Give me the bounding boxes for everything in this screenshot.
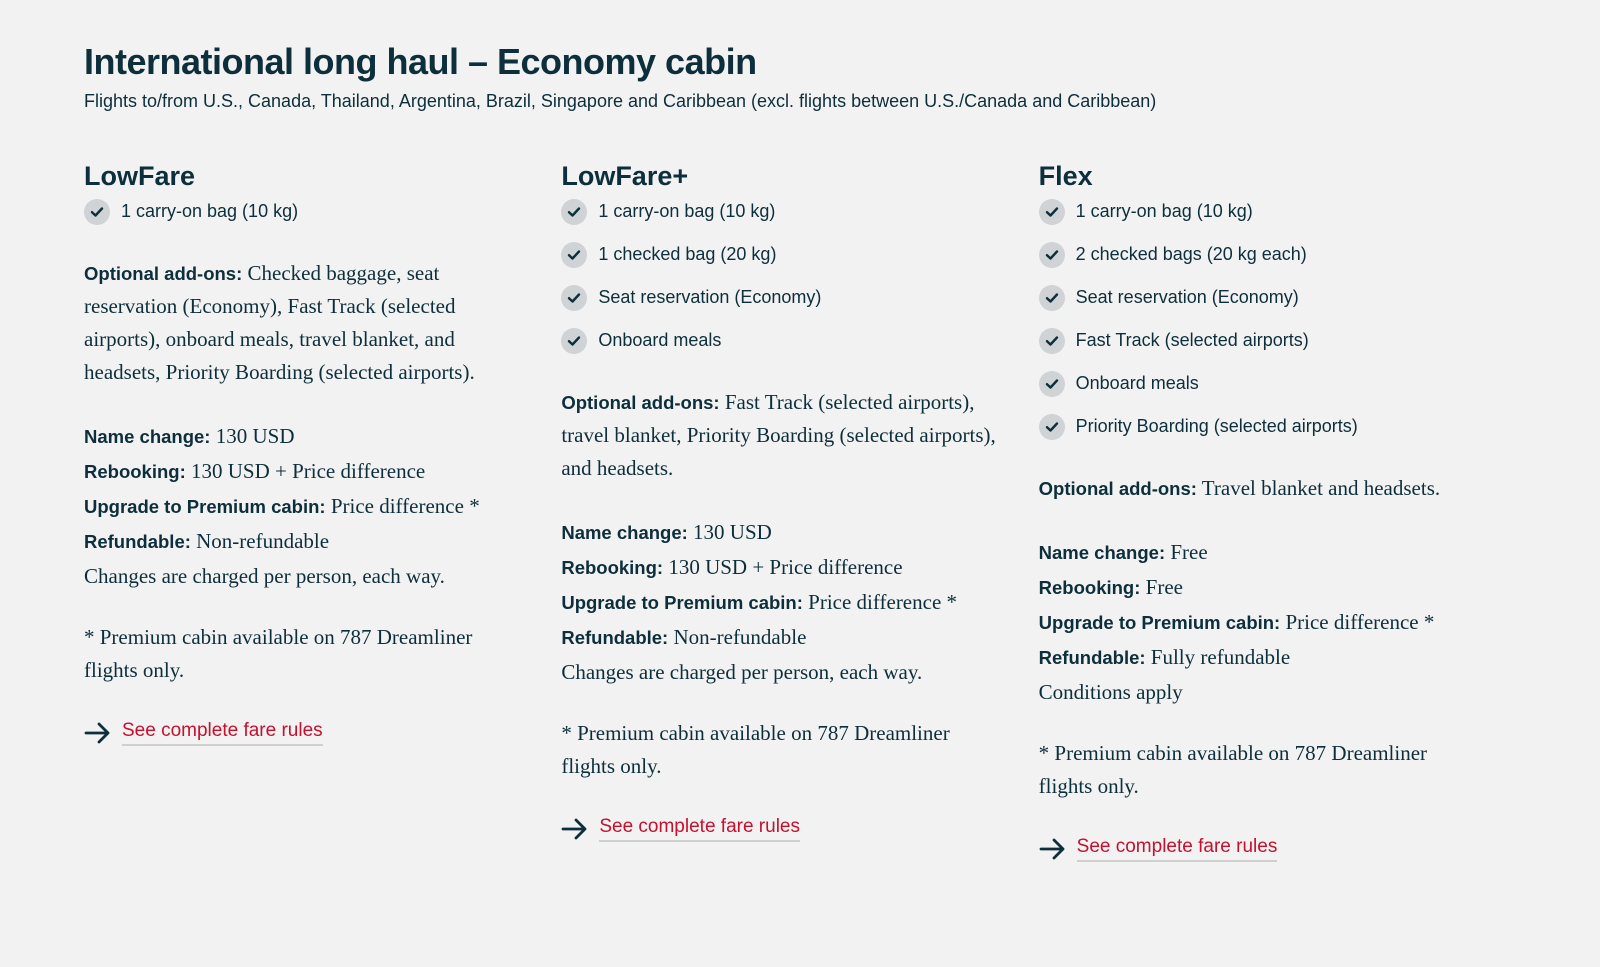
name-change-row [1039,535,1476,570]
addons-label: Optional add-ons: [561,392,720,413]
check-icon [1039,414,1065,440]
upgrade-label: Upgrade to Premium cabin: [561,592,803,613]
upgrade-row [84,489,521,524]
name-change-label: Name change: [84,426,211,447]
optional-addons [84,257,521,389]
arrow-right-icon [84,719,112,747]
see-fare-rules-link[interactable]: See complete fare rules [599,816,800,842]
rebooking-value: 130 USD + Price difference [191,459,426,483]
feature-item [561,327,998,354]
refundable-value: Fully refundable [1150,645,1291,669]
refundable-label: Refundable: [1038,647,1146,668]
rebooking-value: Free [1145,575,1183,599]
upgrade-row [1039,605,1476,640]
check-icon [561,199,587,225]
check-icon [1039,371,1065,397]
fare-rules-link-row [1039,835,1476,863]
feature-label: Priority Boarding (selected airports) [1075,416,1358,436]
upgrade-row [561,585,998,620]
fare-rules-link-row [561,815,998,843]
check-icon [1039,285,1065,311]
fare-column-lowfare-plus [561,158,1038,863]
fare-name: LowFare [84,161,196,191]
check-icon [561,328,587,354]
feature-label: Onboard meals [1075,373,1199,393]
fare-column-flex [1039,158,1516,863]
refundable-label: Refundable: [84,531,191,552]
refundable-value: Non-refundable [196,529,330,553]
feature-label: 2 checked bags (20 kg each) [1075,244,1307,264]
refundable-row [84,524,521,559]
see-fare-rules-link[interactable]: See complete fare rules [1077,836,1278,862]
name-change-value: Free [1170,540,1208,564]
addons-label: Optional add-ons: [1038,478,1197,499]
feature-label: Onboard meals [598,330,722,350]
refundable-row [1039,640,1476,675]
addons-text: Checked baggage, seat reservation (Economy), Fast Track (selected airports), onboard meals, travel blanket, and headsets, Priority Boarding (selected airports). [84,261,475,384]
feature-list [561,198,998,354]
name-change-row [84,419,521,454]
feature-item [561,284,998,311]
premium-note: * Premium cabin available on 787 Dreamliner flights only. [84,625,473,682]
feature-label: Seat reservation (Economy) [1075,287,1299,307]
feature-item [84,198,521,225]
fare-name: Flex [1038,161,1093,191]
optional-addons [1039,472,1476,505]
name-change-label: Name change: [1038,542,1166,563]
addons-label: Optional add-ons: [84,263,243,284]
fare-rules-link-row [84,719,521,747]
fare-conditions [1039,535,1476,709]
fare-conditions [84,419,521,593]
feature-item [1039,198,1476,225]
name-change-value: 130 USD [215,424,295,448]
fare-conditions [561,515,998,689]
see-fare-rules-link[interactable]: See complete fare rules [122,720,323,746]
feature-label: 1 carry-on bag (10 kg) [121,201,299,221]
rebooking-row [561,550,998,585]
conditions-text: Changes are charged per person, each way. [561,660,923,684]
page-subtitle: Flights to/from U.S., Canada, Thailand, Argentina, Brazil, Singapore and Caribbean (excl. flights between U.S./Canada and Caribbean) [84,91,1157,111]
check-icon [1039,328,1065,354]
feature-label: 1 carry-on bag (10 kg) [1075,201,1253,221]
rebooking-label: Rebooking: [84,461,186,482]
upgrade-value: Price difference * [1285,610,1435,634]
feature-list [84,198,521,225]
feature-item [561,241,998,268]
upgrade-value: Price difference * [330,494,480,518]
rebooking-row [1039,570,1476,605]
feature-item [1039,370,1476,397]
addons-text: Fast Track (selected airports), travel blanket, Priority Boarding (selected airports), and headsets. [561,390,996,480]
fare-name: LowFare+ [561,161,689,191]
feature-item [1039,413,1476,440]
feature-label: 1 checked bag (20 kg) [598,244,777,264]
addons-text: Travel blanket and headsets. [1201,476,1441,500]
premium-note: * Premium cabin available on 787 Dreamliner flights only. [561,721,950,778]
refundable-label: Refundable: [561,627,669,648]
upgrade-label: Upgrade to Premium cabin: [84,496,326,517]
upgrade-label: Upgrade to Premium cabin: [1038,612,1281,633]
page-title: International long haul – Economy cabin [84,41,757,82]
check-icon [561,285,587,311]
check-icon [561,242,587,268]
rebooking-value: 130 USD + Price difference [668,555,903,579]
feature-item [1039,284,1476,311]
check-icon [1039,242,1065,268]
check-icon [1039,199,1065,225]
refundable-row [561,620,998,655]
conditions-text: Changes are charged per person, each way. [84,564,445,588]
upgrade-value: Price difference * [808,590,958,614]
arrow-right-icon [561,815,589,843]
fare-column-lowfare [84,158,561,863]
optional-addons [561,386,998,485]
fare-columns [84,158,1516,863]
premium-note: * Premium cabin available on 787 Dreamliner flights only. [1038,741,1428,798]
feature-label: 1 carry-on bag (10 kg) [598,201,776,221]
name-change-value: 130 USD [693,520,772,544]
feature-item [1039,241,1476,268]
conditions-text: Conditions apply [1038,680,1183,704]
name-change-row [561,515,998,550]
feature-list [1039,198,1476,440]
arrow-right-icon [1039,835,1067,863]
rebooking-row [84,454,521,489]
rebooking-label: Rebooking: [1038,577,1141,598]
feature-item [561,198,998,225]
feature-label: Seat reservation (Economy) [598,287,822,307]
feature-label: Fast Track (selected airports) [1075,330,1309,350]
name-change-label: Name change: [561,522,688,543]
rebooking-label: Rebooking: [561,557,664,578]
feature-item [1039,327,1476,354]
check-icon [84,199,110,225]
refundable-value: Non-refundable [673,625,807,649]
